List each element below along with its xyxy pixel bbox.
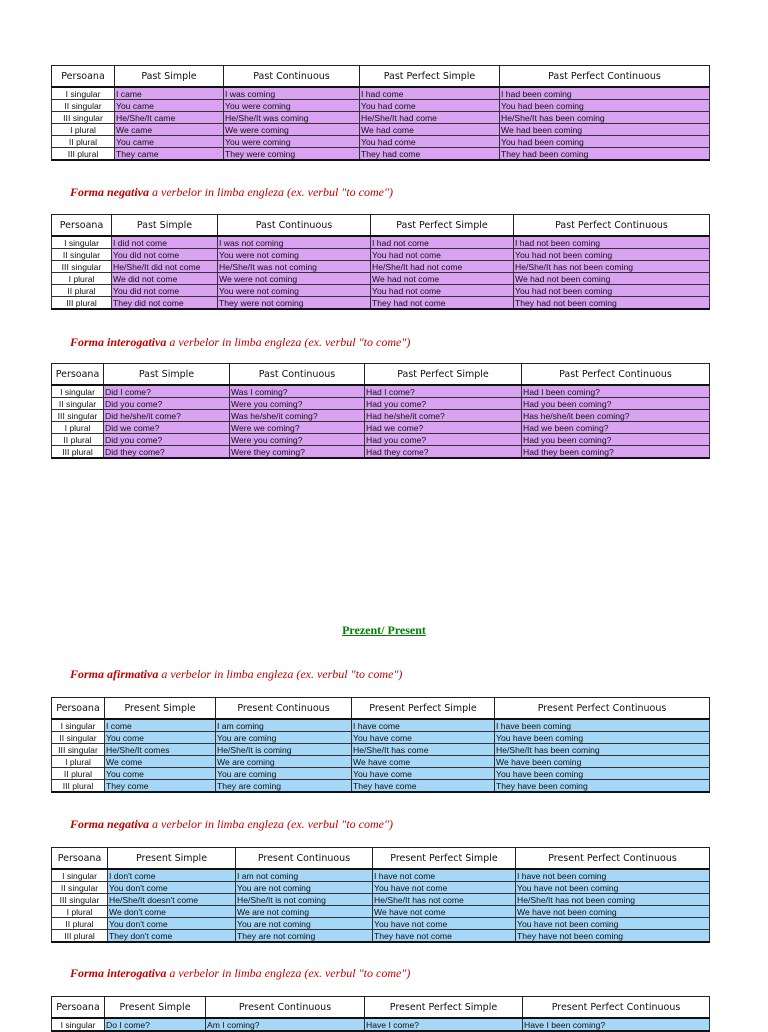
caption-affirmative-present: Forma afirmativa a verbelor in limba engleza (ex. verbul "to come") — [70, 667, 403, 681]
person-cell: I singular — [52, 87, 115, 100]
header-row — [52, 698, 710, 720]
verb-form-cell: We had not come — [371, 273, 514, 285]
header-row — [52, 364, 710, 386]
verb-form-cell: Was he/she/it coming? — [230, 410, 365, 422]
person-cell: I plural — [52, 906, 108, 918]
table-row — [52, 148, 710, 161]
verb-form-cell: I am not coming — [236, 869, 373, 882]
section-title-present: Prezent/ Present — [342, 623, 426, 637]
column-header: Present Perfect Continuous — [523, 997, 710, 1019]
caption-interrogative-present: Forma interogativa a verbelor in limba engleza (ex. verbul "to come") — [70, 966, 411, 980]
verb-form-cell: Were they coming? — [230, 446, 365, 459]
verb-form-cell: Did you come? — [104, 398, 230, 410]
verb-form-cell: I have been coming — [495, 719, 710, 732]
verb-form-cell: We are coming — [216, 756, 352, 768]
verb-form-cell: Had you come? — [365, 434, 522, 446]
verb-form-cell: You are not coming — [236, 882, 373, 894]
verb-form-cell: You had come — [360, 100, 500, 112]
table-row — [52, 124, 710, 136]
present-negative-table — [51, 847, 710, 943]
verb-form-cell: You came — [115, 100, 224, 112]
column-header: Present Perfect Simple — [373, 848, 516, 870]
table-row — [52, 894, 710, 906]
column-header: Past Perfect Continuous — [500, 66, 710, 88]
past-interrogative-table — [51, 363, 710, 459]
verb-form-cell: They did not come — [112, 297, 218, 310]
column-header: Present Perfect Continuous — [516, 848, 710, 870]
person-cell: II singular — [52, 732, 105, 744]
person-cell: II plural — [52, 285, 112, 297]
verb-form-cell: You have not been coming — [516, 882, 710, 894]
person-cell: II plural — [52, 434, 104, 446]
verb-form-cell: Did I come? — [104, 385, 230, 398]
person-cell: III plural — [52, 930, 108, 943]
verb-form-cell: He/She/It has not been coming — [514, 261, 710, 273]
verb-form-cell: You had not come — [371, 285, 514, 297]
verb-form-cell: They have come — [352, 780, 495, 793]
person-cell: III plural — [52, 148, 115, 161]
verb-form-cell: Had I come? — [365, 385, 522, 398]
verb-form-cell: We did not come — [112, 273, 218, 285]
verb-form-cell: I have come — [352, 719, 495, 732]
person-cell: II plural — [52, 768, 105, 780]
verb-form-cell: Have I come? — [365, 1018, 523, 1031]
person-cell: I plural — [52, 756, 105, 768]
verb-form-cell: He/She/It came — [115, 112, 224, 124]
table-row — [52, 446, 710, 459]
verb-form-cell: I come — [105, 719, 216, 732]
verb-form-cell: He/She/It was not coming — [218, 261, 371, 273]
table-row — [52, 780, 710, 793]
verb-form-cell: You have not come — [373, 918, 516, 930]
table-row — [52, 1018, 710, 1031]
verb-form-cell: You have come — [352, 732, 495, 744]
verb-form-cell: You had not been coming — [514, 249, 710, 261]
person-cell: III singular — [52, 894, 108, 906]
verb-form-cell: He/She/It is not coming — [236, 894, 373, 906]
caption-interrogative-past: Forma interogativa a verbelor in limba engleza (ex. verbul "to come") — [70, 335, 411, 349]
verb-form-cell: He/She/It is coming — [216, 744, 352, 756]
person-cell: I singular — [52, 869, 108, 882]
verb-form-cell: You were coming — [224, 136, 360, 148]
person-cell: II singular — [52, 100, 115, 112]
verb-form-cell: They don't come — [108, 930, 236, 943]
verb-form-cell: Am I coming? — [206, 1018, 365, 1031]
table-row — [52, 906, 710, 918]
verb-form-cell: They have been coming — [495, 780, 710, 793]
verb-form-cell: Have I been coming? — [523, 1018, 710, 1031]
verb-form-cell: You have not been coming — [516, 918, 710, 930]
column-header: Past Simple — [112, 215, 218, 237]
verb-form-cell: He/She/It has not been coming — [516, 894, 710, 906]
table-row — [52, 719, 710, 732]
column-header: Past Continuous — [218, 215, 371, 237]
table-row — [52, 410, 710, 422]
table-row — [52, 273, 710, 285]
verb-form-cell: We have been coming — [495, 756, 710, 768]
table-row — [52, 249, 710, 261]
column-header: Present Simple — [105, 698, 216, 720]
column-header: Persoana — [52, 215, 112, 237]
person-cell: I plural — [52, 422, 104, 434]
person-cell: I plural — [52, 124, 115, 136]
verb-form-cell: We are not coming — [236, 906, 373, 918]
verb-form-cell: We had been coming — [500, 124, 710, 136]
column-header: Past Simple — [104, 364, 230, 386]
verb-form-cell: They are not coming — [236, 930, 373, 943]
verb-form-cell: Has he/she/it been coming? — [522, 410, 710, 422]
verb-form-cell: You were not coming — [218, 249, 371, 261]
verb-form-cell: I did not come — [112, 236, 218, 249]
table-row — [52, 297, 710, 310]
column-header: Past Simple — [115, 66, 224, 88]
table-row — [52, 398, 710, 410]
verb-form-cell: We have not come — [373, 906, 516, 918]
verb-form-cell: They have not been coming — [516, 930, 710, 943]
table-row — [52, 744, 710, 756]
verb-form-cell: Did you come? — [104, 434, 230, 446]
verb-form-cell: They are coming — [216, 780, 352, 793]
table-row — [52, 434, 710, 446]
verb-form-cell: We had not been coming — [514, 273, 710, 285]
column-header: Present Continuous — [216, 698, 352, 720]
verb-form-cell: We don't come — [108, 906, 236, 918]
verb-form-cell: He/She/It had come — [360, 112, 500, 124]
person-cell: I singular — [52, 236, 112, 249]
table-row — [52, 261, 710, 273]
column-header: Persoana — [52, 698, 105, 720]
verb-form-cell: We came — [115, 124, 224, 136]
person-cell: III plural — [52, 446, 104, 459]
verb-form-cell: You come — [105, 768, 216, 780]
column-header: Present Continuous — [236, 848, 373, 870]
verb-form-cell: We were coming — [224, 124, 360, 136]
column-header: Past Perfect Continuous — [514, 215, 710, 237]
column-header: Past Perfect Continuous — [522, 364, 710, 386]
verb-form-cell: Did we come? — [104, 422, 230, 434]
verb-form-cell: I had been coming — [500, 87, 710, 100]
column-header: Present Perfect Simple — [365, 997, 523, 1019]
table-row — [52, 285, 710, 297]
verb-form-cell: Did he/she/it come? — [104, 410, 230, 422]
verb-form-cell: I don't come — [108, 869, 236, 882]
person-cell: II singular — [52, 398, 104, 410]
column-header: Present Simple — [105, 997, 206, 1019]
verb-form-cell: You had been coming — [500, 100, 710, 112]
verb-form-cell: He/She/It has not come — [373, 894, 516, 906]
column-header: Persoana — [52, 997, 105, 1019]
verb-form-cell: Had you come? — [365, 398, 522, 410]
verb-form-cell: He/She/It doesn't come — [108, 894, 236, 906]
table-row — [52, 112, 710, 124]
person-cell: III singular — [52, 410, 104, 422]
verb-form-cell: We have come — [352, 756, 495, 768]
verb-form-cell: He/She/It did not come — [112, 261, 218, 273]
table-row — [52, 756, 710, 768]
verb-form-cell: You are not coming — [236, 918, 373, 930]
verb-form-cell: You had not come — [371, 249, 514, 261]
verb-form-cell: Had I been coming? — [522, 385, 710, 398]
verb-form-cell: You have been coming — [495, 768, 710, 780]
person-cell: I singular — [52, 1018, 105, 1031]
past-negative-table — [51, 214, 710, 310]
column-header: Past Perfect Simple — [360, 66, 500, 88]
verb-form-cell: You had been coming — [500, 136, 710, 148]
verb-form-cell: They had been coming — [500, 148, 710, 161]
verb-form-cell: You don't come — [108, 918, 236, 930]
verb-form-cell: You don't come — [108, 882, 236, 894]
column-header: Past Perfect Simple — [371, 215, 514, 237]
person-cell: III plural — [52, 297, 112, 310]
person-cell: II singular — [52, 882, 108, 894]
verb-form-cell: They have not come — [373, 930, 516, 943]
verb-form-cell: You are coming — [216, 768, 352, 780]
person-cell: III plural — [52, 780, 105, 793]
verb-form-cell: He/She/It comes — [105, 744, 216, 756]
table-row — [52, 136, 710, 148]
header-row — [52, 848, 710, 870]
table-row — [52, 882, 710, 894]
verb-form-cell: I came — [115, 87, 224, 100]
verb-form-cell: He/She/It has been coming — [495, 744, 710, 756]
table-row — [52, 385, 710, 398]
person-cell: III singular — [52, 744, 105, 756]
verb-form-cell: Had they come? — [365, 446, 522, 459]
verb-form-cell: Had we been coming? — [522, 422, 710, 434]
verb-form-cell: He/She/It has come — [352, 744, 495, 756]
verb-form-cell: You had not been coming — [514, 285, 710, 297]
verb-form-cell: They were coming — [224, 148, 360, 161]
verb-form-cell: Was I coming? — [230, 385, 365, 398]
verb-form-cell: They came — [115, 148, 224, 161]
table-row — [52, 768, 710, 780]
caption-negative-present: Forma negativa a verbelor in limba engleza (ex. verbul "to come") — [70, 817, 394, 831]
verb-form-cell: Did they come? — [104, 446, 230, 459]
person-cell: III singular — [52, 112, 115, 124]
verb-form-cell: We have not been coming — [516, 906, 710, 918]
person-cell: II plural — [52, 136, 115, 148]
verb-form-cell: Had we come? — [365, 422, 522, 434]
verb-form-cell: I have not come — [373, 869, 516, 882]
verb-form-cell: They come — [105, 780, 216, 793]
verb-form-cell: We come — [105, 756, 216, 768]
present-interrogative-table — [51, 996, 710, 1032]
person-cell: I singular — [52, 719, 105, 732]
verb-form-cell: They had not been coming — [514, 297, 710, 310]
verb-form-cell: He/She/It had not come — [371, 261, 514, 273]
verb-form-cell: You have come — [352, 768, 495, 780]
table-row — [52, 100, 710, 112]
verb-form-cell: You were coming — [224, 100, 360, 112]
verb-form-cell: Do I come? — [105, 1018, 206, 1031]
table-row — [52, 930, 710, 943]
verb-form-cell: I am coming — [216, 719, 352, 732]
table-row — [52, 732, 710, 744]
caption-negative-past: Forma negativa a verbelor in limba engleza (ex. verbul "to come") — [70, 185, 394, 199]
verb-form-cell: I had not come — [371, 236, 514, 249]
verb-form-cell: I had not been coming — [514, 236, 710, 249]
column-header: Past Continuous — [230, 364, 365, 386]
verb-form-cell: You were not coming — [218, 285, 371, 297]
past-affirmative-table — [51, 65, 710, 161]
verb-form-cell: Were you coming? — [230, 434, 365, 446]
person-cell: III singular — [52, 261, 112, 273]
table-row — [52, 869, 710, 882]
person-cell: II plural — [52, 918, 108, 930]
table-row — [52, 87, 710, 100]
verb-form-cell: He/She/It has been coming — [500, 112, 710, 124]
person-cell: I plural — [52, 273, 112, 285]
verb-form-cell: I had come — [360, 87, 500, 100]
person-cell: II singular — [52, 249, 112, 261]
verb-form-cell: They were not coming — [218, 297, 371, 310]
verb-form-cell: You are coming — [216, 732, 352, 744]
column-header: Present Continuous — [206, 997, 365, 1019]
column-header: Persoana — [52, 848, 108, 870]
verb-form-cell: I was coming — [224, 87, 360, 100]
present-affirmative-table — [51, 697, 710, 793]
column-header: Present Simple — [108, 848, 236, 870]
verb-form-cell: He/She/It was coming — [224, 112, 360, 124]
header-row — [52, 66, 710, 88]
verb-form-cell: I was not coming — [218, 236, 371, 249]
column-header: Present Perfect Continuous — [495, 698, 710, 720]
verb-form-cell: Had you been coming? — [522, 398, 710, 410]
verb-form-cell: I have not been coming — [516, 869, 710, 882]
header-row — [52, 215, 710, 237]
header-row — [52, 997, 710, 1019]
table-row — [52, 422, 710, 434]
verb-form-cell: They had not come — [371, 297, 514, 310]
column-header: Persoana — [52, 66, 115, 88]
verb-form-cell: You have not come — [373, 882, 516, 894]
verb-form-cell: You did not come — [112, 249, 218, 261]
verb-form-cell: You did not come — [112, 285, 218, 297]
table-row — [52, 236, 710, 249]
verb-form-cell: You came — [115, 136, 224, 148]
verb-form-cell: You had come — [360, 136, 500, 148]
verb-form-cell: You come — [105, 732, 216, 744]
verb-form-cell: We were not coming — [218, 273, 371, 285]
verb-form-cell: We had come — [360, 124, 500, 136]
verb-form-cell: Had you been coming? — [522, 434, 710, 446]
verb-form-cell: Were you coming? — [230, 398, 365, 410]
verb-form-cell: Had he/she/it come? — [365, 410, 522, 422]
column-header: Present Perfect Simple — [352, 698, 495, 720]
table-row — [52, 918, 710, 930]
column-header: Past Continuous — [224, 66, 360, 88]
column-header: Persoana — [52, 364, 104, 386]
verb-form-cell: Had they been coming? — [522, 446, 710, 459]
column-header: Past Perfect Simple — [365, 364, 522, 386]
verb-form-cell: Were we coming? — [230, 422, 365, 434]
person-cell: I singular — [52, 385, 104, 398]
verb-form-cell: They had come — [360, 148, 500, 161]
verb-form-cell: You have been coming — [495, 732, 710, 744]
